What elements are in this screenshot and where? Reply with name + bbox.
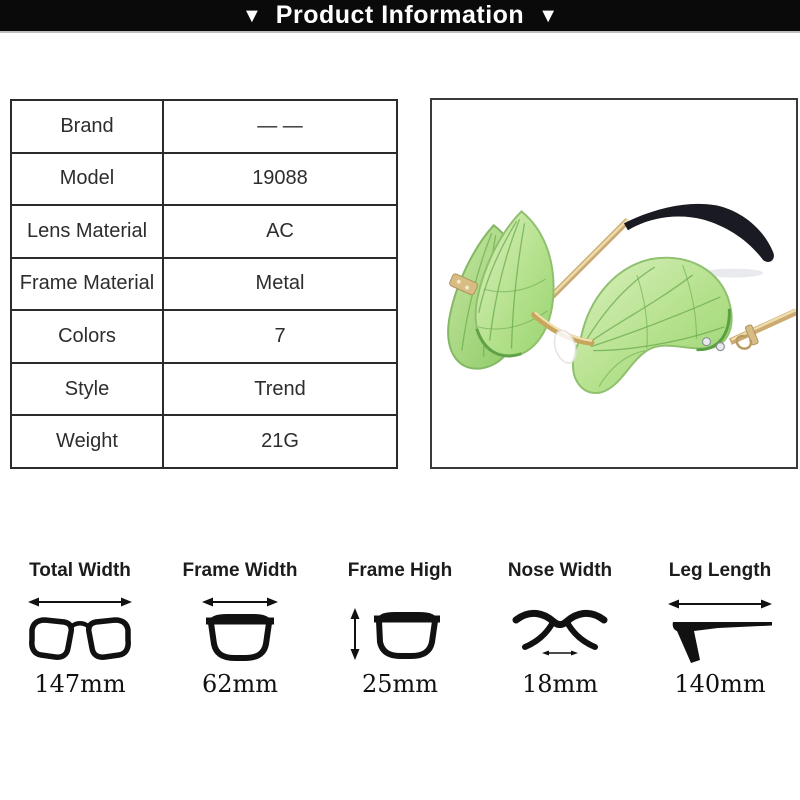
product-photo	[430, 98, 798, 469]
sunglasses-illustration	[432, 100, 796, 467]
measurements-row	[0, 560, 800, 698]
measurement-label: Nose Width	[507, 560, 613, 581]
glasses-total-width-icon	[0, 590, 160, 670]
spec-table	[10, 99, 398, 469]
row-value: 19088	[163, 153, 397, 206]
measurement-item	[160, 560, 320, 698]
measurement-item	[0, 560, 160, 698]
table-row	[11, 153, 397, 206]
measurement-label: Total Width	[29, 560, 131, 581]
measurement-item	[320, 560, 480, 698]
table-row	[11, 258, 397, 311]
row-label: Colors	[11, 310, 163, 363]
measurement-label: Leg Length	[668, 560, 772, 581]
row-value: Trend	[163, 363, 397, 416]
row-value: — —	[163, 100, 397, 153]
table-row	[11, 415, 397, 468]
measurement-value: 147mm	[34, 670, 126, 698]
measurement-label: Frame Width	[182, 560, 298, 581]
row-label: Frame Material	[11, 258, 163, 311]
down-triangle-icon: ▼	[242, 4, 262, 27]
row-label: Weight	[11, 415, 163, 468]
lens-width-icon	[160, 590, 320, 670]
row-label: Lens Material	[11, 205, 163, 258]
measurement-value: 140mm	[674, 670, 766, 698]
temple-arm-icon	[640, 590, 800, 670]
row-label: Brand	[11, 100, 163, 153]
measurement-value: 18mm	[521, 670, 599, 698]
header-bar	[0, 0, 800, 33]
table-row	[11, 310, 397, 363]
table-row	[11, 363, 397, 416]
measurement-value: 62mm	[201, 670, 279, 698]
nose-bridge-icon	[480, 590, 640, 670]
row-label: Style	[11, 363, 163, 416]
measurement-value: 25mm	[361, 670, 439, 698]
row-value: AC	[163, 205, 397, 258]
page-title: Product Information	[275, 1, 525, 29]
measurement-item	[480, 560, 640, 698]
lens-height-icon	[320, 590, 480, 670]
down-triangle-icon: ▼	[538, 4, 558, 27]
table-row	[11, 205, 397, 258]
measurement-item	[640, 560, 800, 698]
measurement-label: Frame High	[347, 560, 453, 581]
row-value: Metal	[163, 258, 397, 311]
row-label: Model	[11, 153, 163, 206]
row-value: 7	[163, 310, 397, 363]
row-value: 21G	[163, 415, 397, 468]
table-row	[11, 100, 397, 153]
